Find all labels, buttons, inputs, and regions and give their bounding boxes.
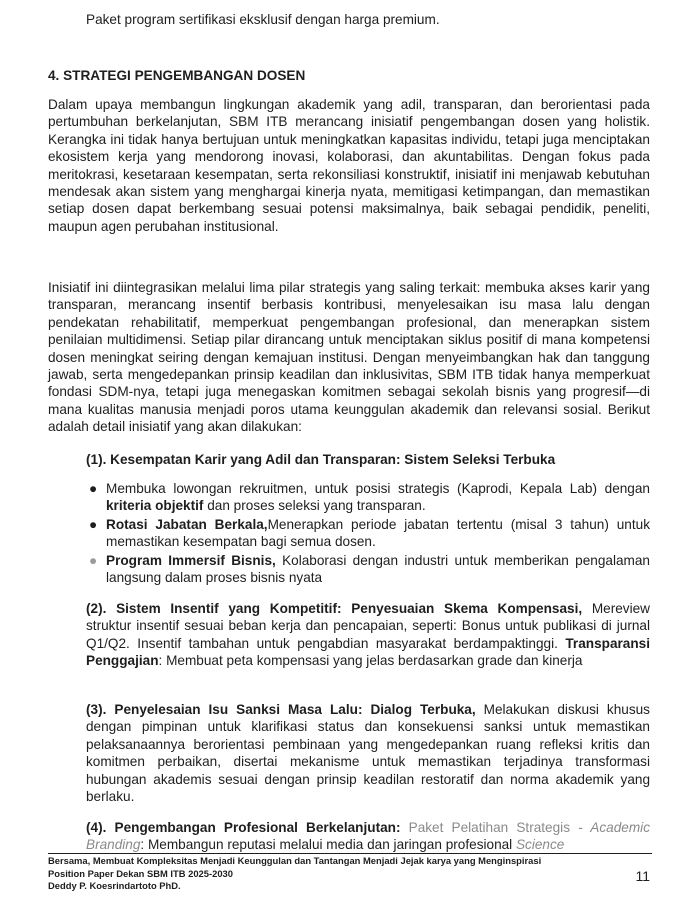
bullet-item: ● Membuka lowongan rekruitmen, untuk posisi strategis (Kaprodi, Kepala Lab) dengan kriteria objektif dan proses seleksi yang transparan.	[89, 481, 650, 514]
bullet-item: ● Rotasi Jabatan Berkala,Menerapkan periode jabatan tertentu (misal 3 tahun) untuk memastikan kesempatan bagi semua dosen.	[89, 516, 650, 550]
bullet-icon: ●	[89, 481, 98, 496]
bullet-item: ● Program Immersif Bisnis, Kolaborasi dengan industri untuk memberikan pengalaman langsung dalam proses bisnis nyata	[89, 552, 650, 586]
pillars-paragraph: Inisiatif ini diintegrasikan melalui lima pilar strategis yang saling terkait: membuka akses karir yang transparan, merancang insentif berbasis kontribusi, menyelesaikan isu masa lalu dengan pendekatan rehabilitatif, memperkuat pengembangan profesional, dan menerapkan sistem penilaian multidimensi. Setiap pilar dirancang untuk menciptakan siklus positif di mana kompetensi dosen meningkat seiring dengan kemajuan institusi. Dengan menyeimbangkan hak dan tanggung jawab, serta mengedepankan prinsip keadilan dan inklusivitas, SBM ITB tidak hanya memperkuat fondasi SDM-nya, tetapi juga menegaskan komitmen sebagai sekolah bisnis yang progresif—di mana kualitas manusia menjadi poros utama keunggulan akademik dan relevansi sosial. Berikut adalah detail inisiatif yang akan dilakukan:	[48, 280, 650, 435]
section-3-title: (3). Penyelesaian Isu Sanksi Masa Lalu	[86, 702, 358, 717]
section-1-bullets	[86, 480, 650, 587]
footer-line-title: Position Paper Dekan SBM ITB 2025-2030	[48, 867, 233, 879]
section-1-title: (1). Kesempatan Karir yang Adil dan Transparan: Sistem Seleksi Terbuka	[86, 452, 556, 467]
section-2-title: (2). Sistem Insentif yang Kompetitif:	[86, 601, 342, 616]
section-heading: 4. STRATEGI PENGEMBANGAN DOSEN	[48, 68, 306, 83]
bullet-icon: ●	[89, 516, 98, 532]
top-line: Paket program sertifikasi eksklusif dengan harga premium.	[86, 12, 440, 27]
footer-rule	[48, 853, 652, 854]
section-4-title: (4). Pengembangan Profesional Berkelanjutan:	[86, 820, 409, 835]
section-4-paragraph: (4). Pengembangan Profesional Berkelanjutan: Paket Pelatihan Strategis - Academic Branding: Membangun reputasi melalui media dan jaringan profesional Science	[86, 820, 650, 853]
page-number: 11	[635, 868, 650, 884]
section-3-paragraph: (3). Penyelesaian Isu Sanksi Masa Lalu: Dialog Terbuka, Melakukan diskusi khusus dengan pimpinan untuk klarifikasi status dan konsekuensi sanksi untuk memastikan pelaksanaannya berorientasi pembinaan yang mengedepankan ruang refleksi kritis dan komitmen perbaikan, disertai mekanisme untuk memastikan terjadinya transformasi hubungan akademis sesuai dengan prinsip keadilan restoratif dan norma akademik yang berlaku.	[86, 702, 650, 805]
section-2-paragraph: (2). Sistem Insentif yang Kompetitif: Penyesuaian Skema Kompensasi, Mereview struktur insentif sesuai beban kerja dan pencapaian, seperti: Bonus untuk publikasi di jurnal Q1/Q2. Insentif tambahan untuk pengabdian masyarakat berdampaktinggi. Transparansi Penggajian: Membuat peta kompensasi yang jelas berdasarkan grade dan kinerja	[86, 601, 650, 669]
intro-paragraph: Dalam upaya membangun lingkungan akademik yang adil, transparan, dan berorientasi pada pertumbuhan berkelanjutan, SBM ITB merancang inisiatif pengembangan dosen yang holistik. Kerangka ini tidak hanya bertujuan untuk meningkatkan kapasitas individu, tetapi juga menciptakan ekosistem kerja yang mendorong inovasi, kolaborasi, dan akuntabilitas. Dengan fokus pada meritokrasi, kesetaraan kesempatan, serta rekonsiliasi konstruktif, inisiatif ini menjawab kebutuhan mendesak akan sistem yang menghargai kinerja nyata, memitigasi ketimpangan, dan memastikan setiap dosen dapat berkembang sesuai potensi maksimalnya, baik sebagai pendidik, peneliti, maupun agen perubahan institusional.	[48, 97, 650, 234]
footer-line-author: Deddy P. Koesrindartoto PhD.	[48, 880, 181, 892]
page-footer	[48, 855, 541, 893]
footer-line-tagline: Bersama, Membuat Kompleksitas Menjadi Keunggulan dan Tantangan Menjadi Jejak karya yang Menginspirasi	[48, 855, 542, 866]
bullet-icon: ●	[89, 552, 98, 568]
